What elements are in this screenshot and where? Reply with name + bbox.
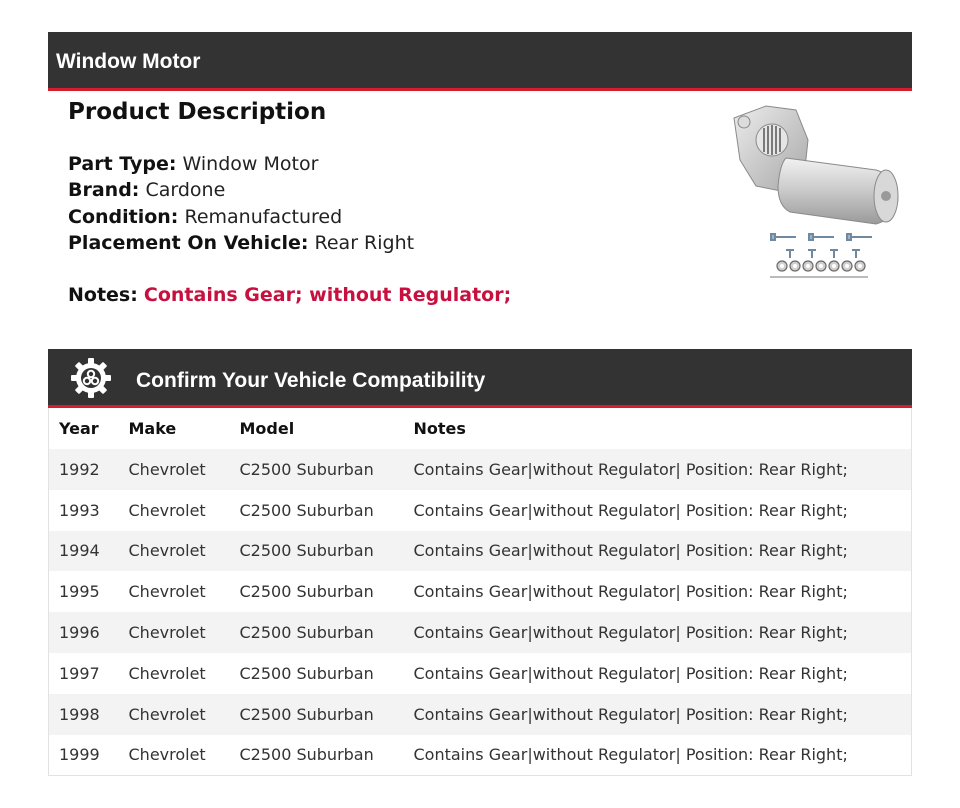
column-header-notes: Notes xyxy=(404,408,912,449)
spec-brand xyxy=(68,177,414,203)
cell-make: Chevrolet xyxy=(119,735,230,776)
product-image xyxy=(726,100,906,285)
spec-value: Remanufactured xyxy=(184,205,343,228)
table-row xyxy=(49,653,912,694)
cell-model: C2500 Suburban xyxy=(230,531,404,572)
table-row xyxy=(49,531,912,572)
spec-key: Brand: xyxy=(68,179,140,202)
cell-notes: Contains Gear|without Regulator| Position: Rear Right; xyxy=(404,490,912,531)
spec-value: Window Motor xyxy=(182,153,319,175)
table-row xyxy=(49,612,912,653)
cell-year: 1999 xyxy=(49,735,119,776)
gear-icon xyxy=(70,357,112,399)
compatibility-table xyxy=(48,408,912,776)
notes-key: Notes: xyxy=(68,284,138,306)
cell-make: Chevrolet xyxy=(119,653,230,694)
cell-model: C2500 Suburban xyxy=(230,449,404,490)
cell-year: 1994 xyxy=(49,531,119,572)
cell-notes: Contains Gear|without Regulator| Position: Rear Right; xyxy=(404,735,912,776)
table-row xyxy=(49,694,912,735)
cell-year: 1996 xyxy=(49,612,119,653)
cell-notes: Contains Gear|without Regulator| Position: Rear Right; xyxy=(404,571,912,612)
column-header-year: Year xyxy=(49,408,119,449)
cell-model: C2500 Suburban xyxy=(230,571,404,612)
cell-year: 1993 xyxy=(49,490,119,531)
cell-year: 1998 xyxy=(49,694,119,735)
spec-value: Cardone xyxy=(145,179,226,202)
table-header-row xyxy=(49,408,912,449)
cell-model: C2500 Suburban xyxy=(230,653,404,694)
table-row xyxy=(49,571,912,612)
product-description-heading: Product Description xyxy=(68,99,327,125)
cell-model: C2500 Suburban xyxy=(230,612,404,653)
product-notes xyxy=(68,282,511,308)
cell-make: Chevrolet xyxy=(119,490,230,531)
spec-value: Rear Right xyxy=(314,231,415,254)
cell-make: Chevrolet xyxy=(119,612,230,653)
table-row xyxy=(49,449,912,490)
cell-notes: Contains Gear|without Regulator| Position: Rear Right; xyxy=(404,694,912,735)
cell-make: Chevrolet xyxy=(119,571,230,612)
cell-year: 1997 xyxy=(49,653,119,694)
product-specs xyxy=(68,151,414,256)
table-row xyxy=(49,735,912,776)
notes-value: Contains Gear; without Regulator; xyxy=(143,284,512,306)
cell-make: Chevrolet xyxy=(119,449,230,490)
cell-model: C2500 Suburban xyxy=(230,735,404,776)
cell-model: C2500 Suburban xyxy=(230,490,404,531)
spec-key: Part Type: xyxy=(68,153,177,175)
section-header-product xyxy=(48,32,912,91)
spec-part-type xyxy=(68,151,414,177)
spec-placement xyxy=(68,230,414,256)
cell-notes: Contains Gear|without Regulator| Position: Rear Right; xyxy=(404,531,912,572)
column-header-model: Model xyxy=(230,408,404,449)
cell-notes: Contains Gear|without Regulator| Position: Rear Right; xyxy=(404,449,912,490)
spec-key: Placement On Vehicle: xyxy=(68,231,309,254)
section-header-compatibility xyxy=(48,349,912,408)
cell-make: Chevrolet xyxy=(119,531,230,572)
spec-key: Condition: xyxy=(68,205,179,228)
cell-model: C2500 Suburban xyxy=(230,694,404,735)
spec-condition xyxy=(68,204,414,230)
table-row xyxy=(49,490,912,531)
section-title: Confirm Your Vehicle Compatibility xyxy=(136,369,486,392)
column-header-make: Make xyxy=(119,408,230,449)
section-title: Window Motor xyxy=(56,50,201,73)
cell-year: 1995 xyxy=(49,571,119,612)
cell-notes: Contains Gear|without Regulator| Position: Rear Right; xyxy=(404,653,912,694)
cell-make: Chevrolet xyxy=(119,694,230,735)
cell-year: 1992 xyxy=(49,449,119,490)
cell-notes: Contains Gear|without Regulator| Position: Rear Right; xyxy=(404,612,912,653)
